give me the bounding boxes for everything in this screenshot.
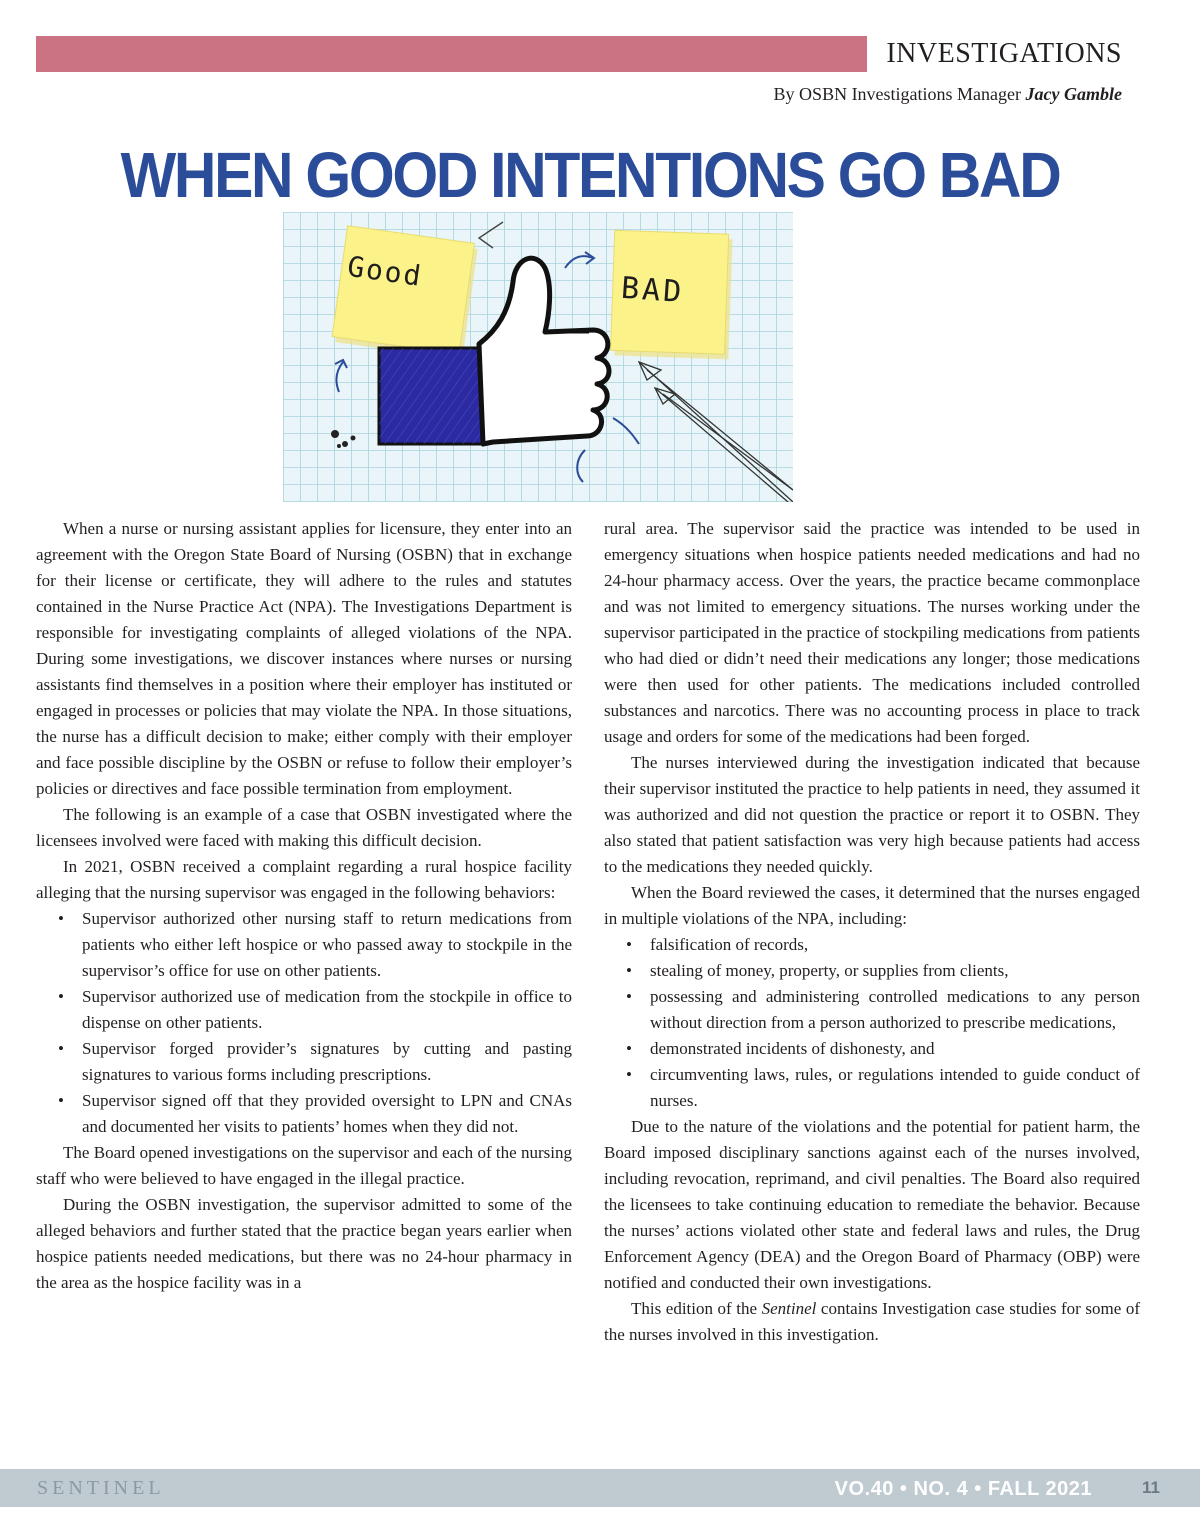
bullet-list (604, 932, 1140, 1114)
paragraph: The nurses interviewed during the investigation indicated that because their supervisor instituted the practice to help patients in need, they assumed it was authorized and did not question the practice or report it to OSBN. They also stated that patient satisfaction was very high because patients had access to the medications they needed quickly. (604, 753, 1140, 876)
paragraph: When a nurse or nursing assistant applies for licensure, they enter into an agreement with the Oregon State Board of Nursing (OSBN) that in exchange for their license or certificate, they will adhere to the rules and statutes contained in the Nurse Practice Act (NPA). The Investigations Department is responsible for investigating complaints of alleged violations of the NPA. During some investigations, we discover instances where nurses or nursing assistants find themselves in a position where their employer has instituted or engaged in processes or policies that may violate the NPA. In those situations, the nurse has a difficult decision to make; either comply with their employer and face possible discipline by the OSBN or refuse to follow their employer’s policies or directives and face possible termination from employment. (36, 519, 572, 798)
article-body (36, 516, 1140, 1348)
paragraph: The following is an example of a case that OSBN investigated where the licensees involved were faced with making this difficult decision. (36, 805, 572, 850)
thumbs-up-illustration (283, 212, 793, 502)
column-left (36, 516, 572, 1348)
paragraph (604, 1296, 1140, 1348)
byline-prefix: By OSBN Investigations Manager (773, 84, 1022, 104)
paragraph: rural area. The supervisor said the practice was intended to be used in emergency situations when hospice patients needed medications and had no 24-hour pharmacy access. Over the years, the practice became commonplace and was not limited to emergency situations. The nurses working under the supervisor participated in the practice of stockpiling medications from patients who had died or didn’t need their medications any longer; those medications were then used for other patients. The medications included controlled substances and narcotics. There was no accounting process in place to track usage and orders for some of the medications had been forged. (604, 519, 1140, 746)
headline: WHEN GOOD INTENTIONS GO BAD (120, 139, 1060, 211)
section-label: INVESTIGATIONS (886, 38, 1122, 69)
list-item: • Supervisor authorized use of medication from the stockpile in office to dispense on other patients. (82, 984, 572, 1036)
footer-publication: SENTINEL (37, 1477, 165, 1499)
list-item: • Supervisor signed off that they provided oversight to LPN and CNAs and documented her visits to patients’ homes when they did not. (82, 1088, 572, 1140)
good-note-label: Good (345, 249, 425, 293)
list-item: • possessing and administering controlled medications to any person without direction from a person authorized to prescribe medications, (650, 984, 1140, 1036)
list-item: • Supervisor authorized other nursing staff to return medications from patients who either left hospice or who passed away to stockpile in the supervisor’s office for use on other patients. (82, 906, 572, 984)
good-sticky-note (331, 226, 478, 360)
column-right (604, 516, 1140, 1348)
paragraph: In 2021, OSBN received a complaint regarding a rural hospice facility alleging that the nursing supervisor was engaged in the following behaviors: (36, 857, 572, 902)
byline (774, 84, 1122, 105)
section-color-bar (36, 36, 867, 72)
footer-bar (0, 1469, 1200, 1507)
paragraph: When the Board reviewed the cases, it determined that the nurses engaged in multiple violations of the NPA, including: (604, 883, 1140, 928)
text-run: This edition of the (631, 1299, 762, 1318)
paragraph: Due to the nature of the violations and the potential for patient harm, the Board imposed disciplinary sanctions against each of the nurses involved, including revocation, reprimand, and civil penalties. The Board also required the licensees to take continuing education to remediate the behavior. Because the nurses’ actions violated other state and federal laws and rules, the Drug Enforcement Agency (DEA) and the Oregon Board of Pharmacy (OBP) were notified and conducted their own investigations. (604, 1117, 1140, 1292)
list-item: • falsification of records, (650, 932, 1140, 958)
paragraph: During the OSBN investigation, the supervisor admitted to some of the alleged behaviors and further stated that the practice began years earlier when hospice patients needed medications, but there was no 24-hour pharmacy in the area as the hospice facility was in a (36, 1195, 572, 1292)
list-item: • circumventing laws, rules, or regulations intended to guide conduct of nurses. (650, 1062, 1140, 1114)
publication-name: Sentinel (761, 1299, 817, 1318)
list-item: • Supervisor forged provider’s signatures by cutting and pasting signatures to various forms including prescriptions. (82, 1036, 572, 1088)
bad-note-label: BAD (619, 270, 686, 311)
byline-author: Jacy Gamble (1025, 84, 1122, 104)
list-item: • demonstrated incidents of dishonesty, and (650, 1036, 1140, 1062)
page-number: 11 (1142, 1478, 1160, 1497)
paragraph: The Board opened investigations on the supervisor and each of the nursing staff who were believed to have engaged in the illegal practice. (36, 1143, 572, 1188)
text-run: contains Investigation case studies for some of the nurses involved in this investigation. (604, 1299, 1140, 1344)
bullet-list (36, 906, 572, 1140)
footer-issue: VO.40 • NO. 4 • FALL 2021 (834, 1478, 1092, 1500)
list-item: • stealing of money, property, or supplies from clients, (650, 958, 1140, 984)
